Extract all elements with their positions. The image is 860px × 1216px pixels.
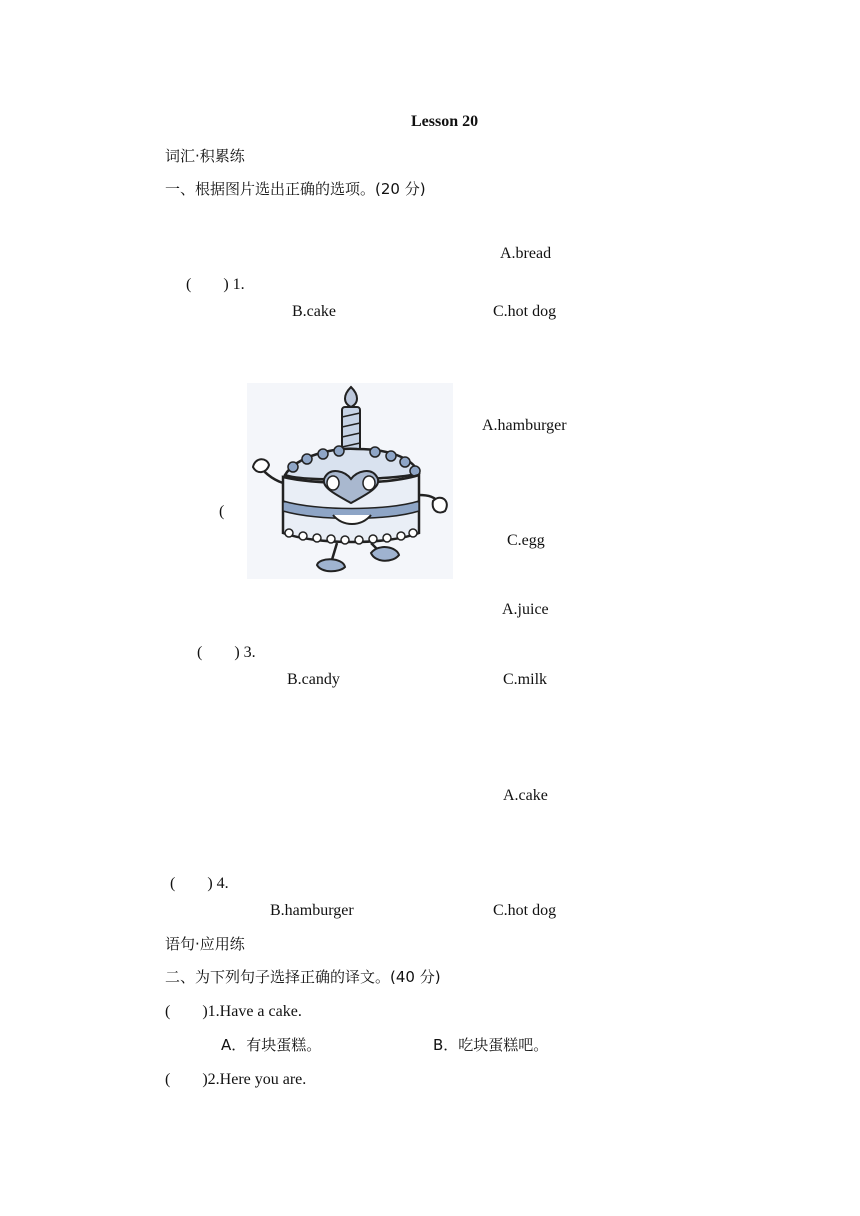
s2-q1-option-a: A．有块蛋糕。 xyxy=(221,1036,322,1054)
q1-option-b: B.cake xyxy=(292,303,336,320)
q4-option-b: B.hamburger xyxy=(270,902,354,919)
q1-option-a: A.bread xyxy=(500,245,552,262)
page-title: Lesson 20 xyxy=(411,113,479,130)
q1-answer-blank[interactable]: ( ) 1. xyxy=(186,276,245,293)
section2-heading: 二、为下列句子选择正确的译文。(40 分) xyxy=(165,968,441,986)
q3-answer-blank[interactable]: ( ) 3. xyxy=(197,644,256,661)
q2-option-a: A.hamburger xyxy=(482,417,567,434)
q1-option-c: C.hot dog xyxy=(493,303,557,320)
s2-q1-option-b: B．吃块蛋糕吧。 xyxy=(433,1036,549,1054)
q3-option-b: B.candy xyxy=(287,671,340,688)
s2-q2-prompt[interactable]: ( )2.Here you are. xyxy=(165,1071,307,1088)
q4-answer-blank[interactable]: ( ) 4. xyxy=(170,875,229,892)
q3-option-a: A.juice xyxy=(502,601,549,618)
section1-category: 词汇·积累练 xyxy=(165,147,245,165)
birthday-cake-icon xyxy=(247,383,453,579)
s2-q1-prompt[interactable]: ( )1.Have a cake. xyxy=(165,1003,302,1020)
q3-option-c: C.milk xyxy=(503,671,548,688)
q2-answer-blank[interactable]: ( xyxy=(219,503,225,520)
q4-option-c: C.hot dog xyxy=(493,902,557,919)
section2-category: 语句·应用练 xyxy=(165,935,245,953)
q4-option-a: A.cake xyxy=(503,787,548,804)
section1-heading: 一、根据图片选出正确的选项。(20 分) xyxy=(165,180,426,198)
q2-option-c: C.egg xyxy=(507,532,545,549)
